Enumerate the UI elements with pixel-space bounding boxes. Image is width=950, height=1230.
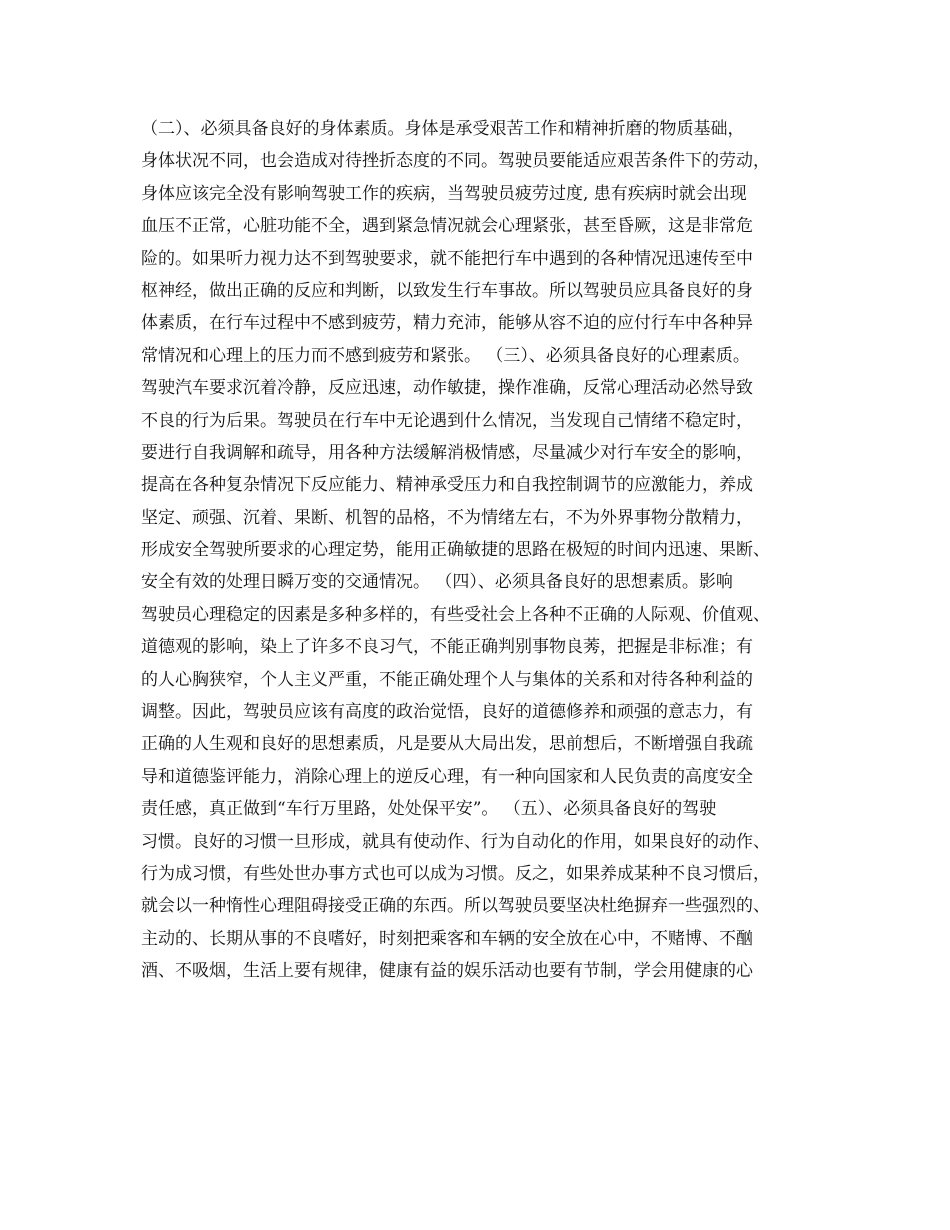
text-line: 险的。如果听力视力达不到驾驶要求，就不能把行车中遇到的各种情况迅速传至中 — [141, 248, 753, 269]
text-line: 主动的、长期从事的不良嗜好，时刻把乘客和车辆的安全放在心中，不赌博、不酗 — [141, 928, 753, 949]
text-line: 正确的人生观和良好的思想素质，凡是要从大局出发，思前想后，不断增强自我疏 — [141, 734, 753, 755]
text-line: 不良的行为后果。驾驶员在行车中无论遇到什么情况，当发现自己情绪不稳定时， — [141, 410, 753, 431]
body-text — [141, 113, 831, 988]
text-line: 习惯。良好的习惯一旦形成，就具有使动作、行为自动化的作用，如果良好的动作、 — [141, 831, 770, 852]
text-line: 提高在各种复杂情况下反应能力、精神承受压力和自我控制调节的应激能力，养成 — [141, 475, 753, 496]
text-line: 坚定、顽强、沉着、果断、机智的品格，不为情绪左右，不为外界事物分散精力， — [141, 507, 753, 528]
text-line: 驾驶员心理稳定的因素是多种多样的，有些受社会上各种不正确的人际观、价值观、 — [141, 604, 770, 625]
text-line: 要进行自我调解和疏导，用各种方法缓解消极情感，尽量减少对行车安全的影响， — [141, 442, 753, 463]
text-line: 驾驶汽车要求沉着冷静，反应迅速，动作敏捷，操作准确，反常心理活动必然导致 — [141, 378, 753, 399]
text-line: 枢神经，做出正确的反应和判断，以致发生行车事故。所以驾驶员应具备良好的身 — [141, 280, 753, 301]
text-line: 行为成习惯，有些处世办事方式也可以成为习惯。反之，如果养成某种不良习惯后， — [141, 863, 770, 884]
text-line: 道德观的影响，染上了许多不良习气，不能正确判别事物良莠，把握是非标准；有 — [141, 637, 753, 658]
text-line: 体素质，在行车过程中不感到疲劳，精力充沛，能够从容不迫的应付行车中各种异 — [141, 313, 753, 334]
text-line: 形成安全驾驶所要求的心理定势，能用正确敏捷的思路在极短的时间内迅速、果断、 — [141, 540, 770, 561]
text-line: 调整。因此，驾驶员应该有高度的政治觉悟，良好的道德修养和顽强的意志力，有 — [141, 702, 753, 723]
text-line: 血压不正常，心脏功能不全，遇到紧急情况就会心理紧张，甚至昏厥，这是非常危 — [141, 216, 753, 237]
text-line: 安全有效的处理日瞬万变的交通情况。 （四）、必须具备良好的思想素质。影响 — [141, 572, 733, 593]
text-line: （二）、必须具备良好的身体素质。身体是承受艰苦工作和精神折磨的物质基础， — [141, 119, 745, 139]
text-line: 的人心胸狭窄，个人主义严重，不能正确处理个人与集体的关系和对待各种利益的 — [141, 669, 753, 690]
text-line: 常情况和心理上的压力而不感到疲劳和紧张。 （三）、必须具备良好的心理素质。 — [141, 345, 750, 366]
text-line: 就会以一种惰性心理阻碍接受正确的东西。所以驾驶员要坚决杜绝摒弃一些强烈的、 — [141, 896, 770, 917]
text-line: 身体应该完全没有影响驾驶工作的疾病，当驾驶员疲劳过度, 患有疾病时就会出现 — [141, 183, 747, 204]
text-line: 责任感，真正做到“车行万里路，处处保平安”。 （五）、必须具备良好的驾驶 — [141, 799, 717, 820]
text-line: 导和道德鉴评能力，消除心理上的逆反心理，有一种向国家和人民负责的高度安全 — [141, 766, 753, 787]
text-line: 身体状况不同，也会造成对待挫折态度的不同。驾驶员要能适应艰苦条件下的劳动， — [141, 151, 770, 172]
text-line: 酒、不吸烟，生活上要有规律，健康有益的娱乐活动也要有节制，学会用健康的心 — [141, 961, 753, 982]
